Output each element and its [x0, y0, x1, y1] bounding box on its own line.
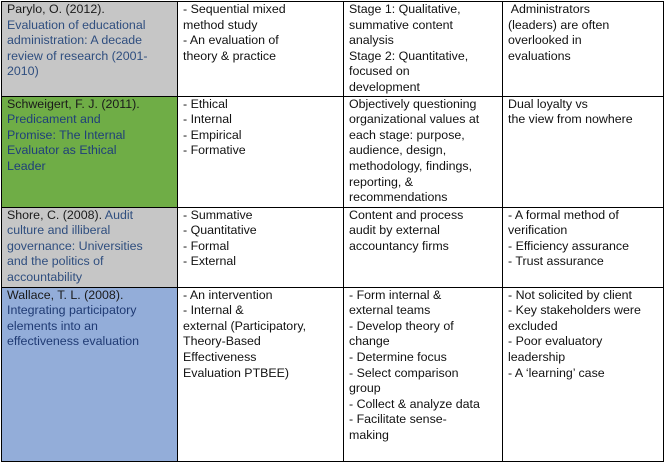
reference-author: Wallace, T. L. (2008). — [7, 287, 124, 302]
process-line: - Select comparison — [349, 365, 459, 380]
type-line: - Empirical — [183, 127, 242, 142]
notes-line: - Efficiency assurance — [508, 238, 629, 253]
reference-title-line: Promise: The Internal — [7, 127, 126, 142]
table-row — [2, 287, 664, 461]
process-line: making — [349, 427, 389, 442]
notes-line: - Not solicited by client — [508, 287, 632, 302]
reference-cell — [2, 207, 178, 287]
process-cell — [344, 96, 503, 207]
type-line: Theory-Based — [183, 334, 261, 349]
notes-line: Administrators — [508, 2, 590, 16]
reference-title-line: accountability — [7, 269, 83, 284]
notes-line: - Poor evaluatory — [508, 334, 603, 349]
reference-author: Shore, C. (2008). — [7, 207, 103, 222]
reference-cell — [2, 287, 178, 461]
reference-title-line: 2010) — [7, 64, 39, 79]
reference-cell — [2, 2, 178, 97]
notes-line: - A formal method of — [508, 207, 619, 222]
type-line: - External — [183, 254, 237, 269]
reference-title-line: governance: Universities — [7, 238, 143, 253]
table-row — [2, 2, 664, 97]
notes-cell — [503, 207, 664, 287]
notes-line: evaluations — [508, 48, 571, 63]
reference-title-line: Leader — [7, 158, 46, 173]
type-line: - Internal & — [183, 303, 244, 318]
process-line: focused on — [349, 64, 410, 79]
reference-title-line: Evaluator as Ethical — [7, 143, 117, 158]
notes-line: overlooked in — [508, 33, 582, 48]
process-line: - Form internal & — [349, 287, 442, 302]
process-line: group — [349, 381, 381, 396]
table-row — [2, 96, 664, 207]
reference-author: Parylo, O. (2012). — [7, 2, 105, 16]
reference-title-line: Integrating participatory — [7, 303, 137, 318]
type-line: Effectiveness — [183, 349, 257, 364]
process-line: accountancy firms — [349, 238, 449, 253]
notes-line: - A ‘learning’ case — [508, 365, 605, 380]
table-row — [2, 207, 664, 287]
notes-line: verification — [508, 223, 568, 238]
type-line: - Formal — [183, 238, 230, 253]
evaluation-type-cell — [178, 287, 344, 461]
process-line: reporting, & — [349, 174, 414, 189]
process-cell — [344, 287, 503, 461]
process-line: Content and process — [349, 207, 464, 222]
type-line: theory & practice — [183, 48, 276, 63]
process-line: - Facilitate sense- — [349, 412, 447, 427]
type-line: - Formative — [183, 143, 246, 158]
type-line: - An evaluation of — [183, 33, 279, 48]
type-line: external (Participatory, — [183, 318, 307, 333]
type-line: method study — [183, 17, 258, 32]
notes-cell — [503, 96, 664, 207]
reference-title-start: Audit — [102, 207, 134, 222]
notes-line: leadership — [508, 349, 566, 364]
process-line: - Collect & analyze data — [349, 396, 480, 411]
notes-line: - Trust assurance — [508, 254, 604, 269]
reference-author-and-title — [7, 208, 175, 224]
notes-line: (leaders) are often — [508, 17, 610, 32]
evaluation-type-cell — [178, 96, 344, 207]
notes-line: - Key stakeholders were — [508, 303, 641, 318]
process-line: Stage 1: Qualitative, — [349, 2, 461, 16]
process-line: Stage 2: Quantitative, — [349, 48, 469, 63]
reference-title-line: and the politics of — [7, 254, 104, 269]
process-line: change — [349, 334, 390, 349]
reference-title-line: effectiveness evaluation — [7, 334, 140, 349]
reference-title-line: review of research (2001- — [7, 48, 148, 63]
reference-cell — [2, 96, 178, 207]
process-line: methodology, findings, — [349, 158, 473, 173]
process-line: organizational values at — [349, 112, 480, 127]
process-line: summative content — [349, 17, 453, 32]
literature-table — [1, 1, 664, 462]
reference-author: Schweigert, F. J. (2011). — [7, 96, 140, 111]
process-line: audit by external — [349, 223, 440, 238]
reference-title-line: Predicament and — [7, 112, 101, 127]
reference-title-line: elements into an — [7, 318, 98, 333]
process-line: recommendations — [349, 190, 448, 205]
type-line: - Internal — [183, 112, 232, 127]
evaluation-type-cell — [178, 207, 344, 287]
notes-line: Dual loyalty vs — [508, 96, 588, 111]
process-cell — [344, 2, 503, 97]
notes-cell — [503, 287, 664, 461]
process-line: - Develop theory of — [349, 318, 454, 333]
evaluation-type-cell — [178, 2, 344, 97]
notes-cell — [503, 2, 664, 97]
notes-line: excluded — [508, 318, 558, 333]
reference-title-line: administration: A decade — [7, 33, 143, 48]
type-line: Evaluation PTBEE) — [183, 365, 290, 380]
process-line: development — [349, 79, 420, 94]
process-line: - Determine focus — [349, 349, 447, 364]
type-line: - Quantitative — [183, 223, 257, 238]
type-line: - Summative — [183, 207, 253, 222]
process-cell — [344, 207, 503, 287]
type-line: - An intervention — [183, 287, 273, 302]
reference-title-line: Evaluation of educational — [7, 17, 146, 32]
process-line: audience, design, — [349, 143, 447, 158]
notes-line: the view from nowhere — [508, 112, 633, 127]
process-line: analysis — [349, 33, 394, 48]
type-line: - Sequential mixed — [183, 2, 286, 16]
process-line: each stage: purpose, — [349, 127, 465, 142]
type-line: - Ethical — [183, 96, 228, 111]
reference-title-line: culture and illiberal — [7, 223, 111, 238]
process-line: Objectively questioning — [349, 96, 477, 111]
process-line: external teams — [349, 303, 431, 318]
